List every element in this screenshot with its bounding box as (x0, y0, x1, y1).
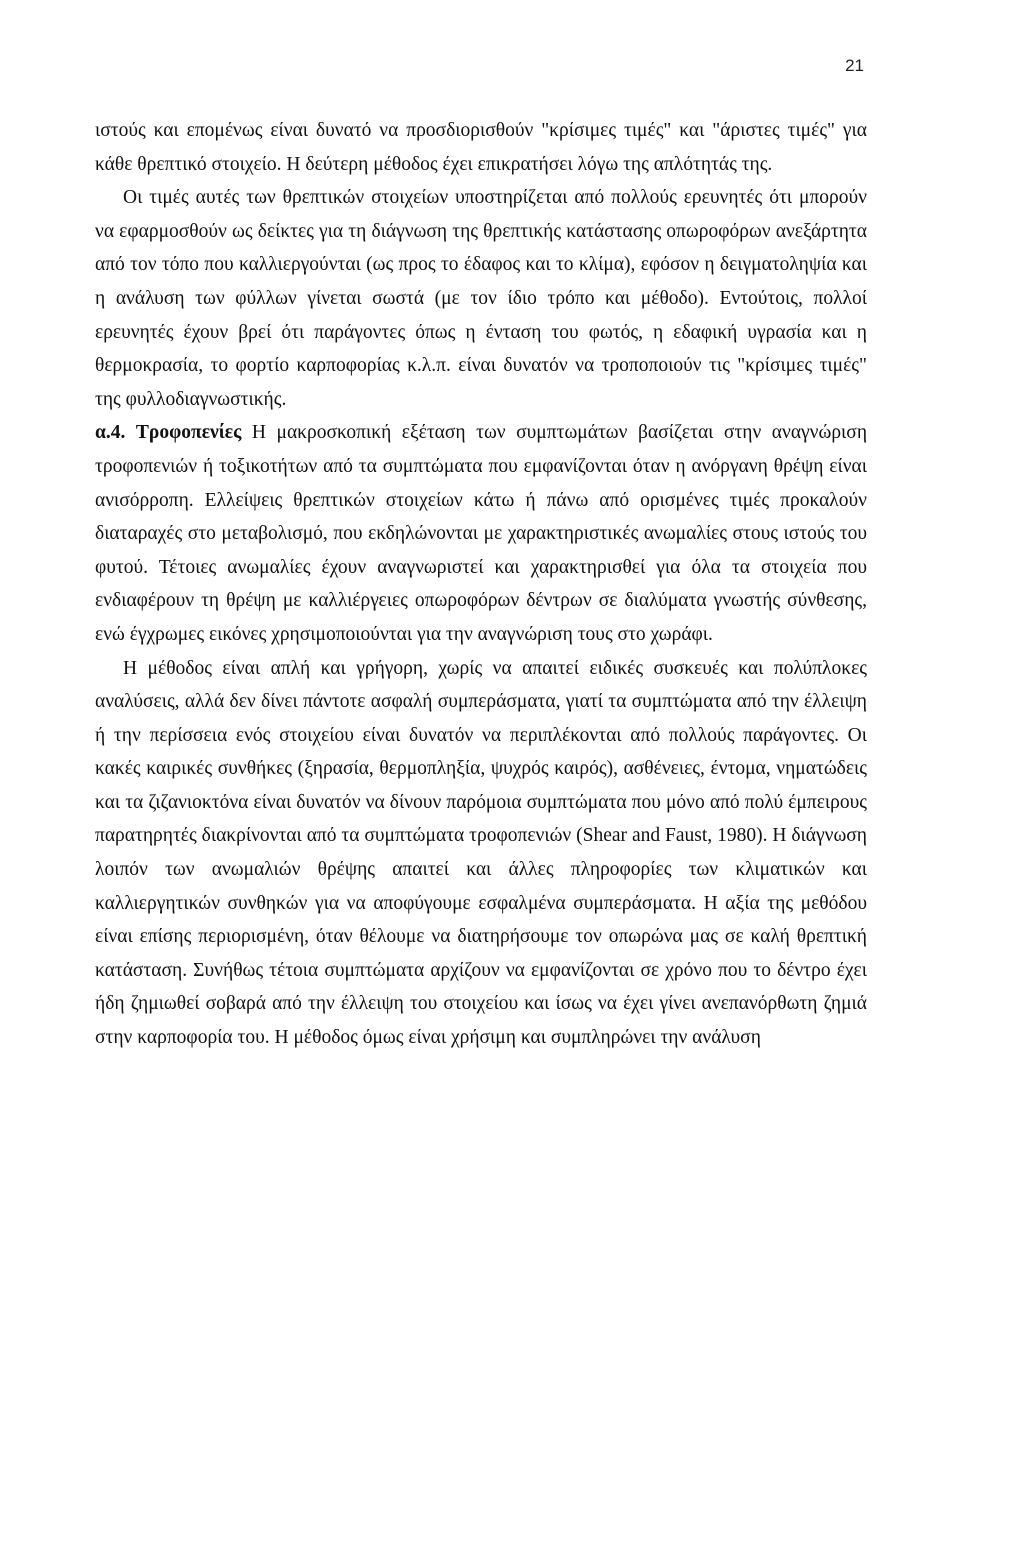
section-number: α.4. (95, 422, 126, 444)
section-title: Τροφοπενίες (135, 422, 242, 444)
paragraph-method-evaluation: Η μέθοδος είναι απλή και γρήγορη, χωρίς να απαιτεί ειδικές συσκευές και πολύπλοκες αναλύσεις, αλλά δεν δίνει πάντοτε ασφαλή συμπεράσματα, γιατί τα συμπτώματα από την έλλειψη ή την περίσσεια ενός στοιχείου είναι δυνατόν να περιπλέκονται από πολλούς παράγοντες. Οι κακές καιρικές συνθήκες (ξηρασία, θερμοπληξία, ψυχρός καιρός), ασθένειες, έντομα, νηματώδεις και τα ζιζανιοκτόνα είναι δυνατόν να δίνουν παρόμοια συμπτώματα που μόνο από πολύ έμπειρους παρατηρητές διακρίνονται από τα συμπτώματα τροφοπενιών (Shear and Faust, 1980). Η διάγνωση λοιπόν των ανωμαλιών θρέψης απαιτεί και άλλες πληροφορίες των κλιματικών και καλλιεργητικών συνθηκών για να αποφύγουμε εσφαλμένα συμπεράσματα. Η αξία της μεθόδου είναι επίσης περιορισμένη, όταν θέλουμε να διατηρήσουμε τον οπωρώνα μας σε καλή θρεπτική κατάσταση. Συνήθως τέτοια συμπτώματα αρχίζουν να εμφανίζονται σε χρόνο που το δέντρο έχει ήδη ζημιωθεί σοβαρά από την έλλειψη του στοιχείου και ίσως να έχει γίνει ανεπανόρθωτη ζημιά στην καρποφορία του. Η μέθοδος όμως είναι χρήσιμη και συμπληρώνει την ανάλυση (95, 657, 867, 1049)
paragraph-continuation: ιστούς και επομένως είναι δυνατό να προσδιορισθούν "κρίσιμες τιμές" και "άριστες τιμές" για κάθε θρεπτικό στοιχείο. Η δεύτερη μέθοδος έχει επικρατήσει λόγω της απλότητάς της. (95, 120, 867, 175)
paragraph-critical-values: Οι τιμές αυτές των θρεπτικών στοιχείων υποστηρίζεται από πολλούς ερευνητές ότι μπορούν να εφαρμοσθούν ως δείκτες για τη διάγνωση της θρεπτικής κατάστασης οπωροφόρων ανεξάρτητα από τον τόπο που καλλιεργούνται (ως προς το έδαφος και το κλίμα), εφόσον η δειγματοληψία και η ανάλυση των φύλλων γίνεται σωστά (με τον ίδιο τρόπο και μέθοδο). Εντούτοις, πολλοί ερευνητές έχουν βρεί ότι παράγοντες όπως η ένταση του φωτός, η εδαφική υγρασία και η θερμοκρασία, το φορτίο καρποφορίας κ.λ.π. είναι δυνατόν να τροποποιούν τις "κρίσιμες τιμές" της φυλλοδιαγνωστικής. (95, 187, 867, 410)
paragraph-deficiencies (95, 416, 867, 651)
page-body (95, 114, 867, 1055)
paragraph-deficiencies-text: Η μακροσκοπική εξέταση των συμπτωμάτων βασίζεται στην αναγνώριση τροφοπενιών ή τοξικοτήτων από τα συμπτώματα που εμφανίζονται όταν η ανόργανη θρέψη είναι ανισόρροπη. Ελλείψεις θρεπτικών στοιχείων κάτω ή πάνω από ορισμένες τιμές προκαλούν διαταραχές στο μεταβολισμό, που εκδηλώνονται με χαρακτηριστικές ανωμαλίες στους ιστούς του φυτού. Τέτοιες ανωμαλίες έχουν αναγνωριστεί και χαρακτηρισθεί για όλα τα στοιχεία που ενδιαφέρουν τη θρέψη με καλλιέργειες οπωροφόρων δέντρων σε διαλύματα γνωστής σύνθεσης, ενώ έγχρωμες εικόνες χρησιμοποιούνται για την αναγνώριση τους στο χωράφι. (95, 422, 868, 645)
page-number: 21 (845, 56, 864, 75)
